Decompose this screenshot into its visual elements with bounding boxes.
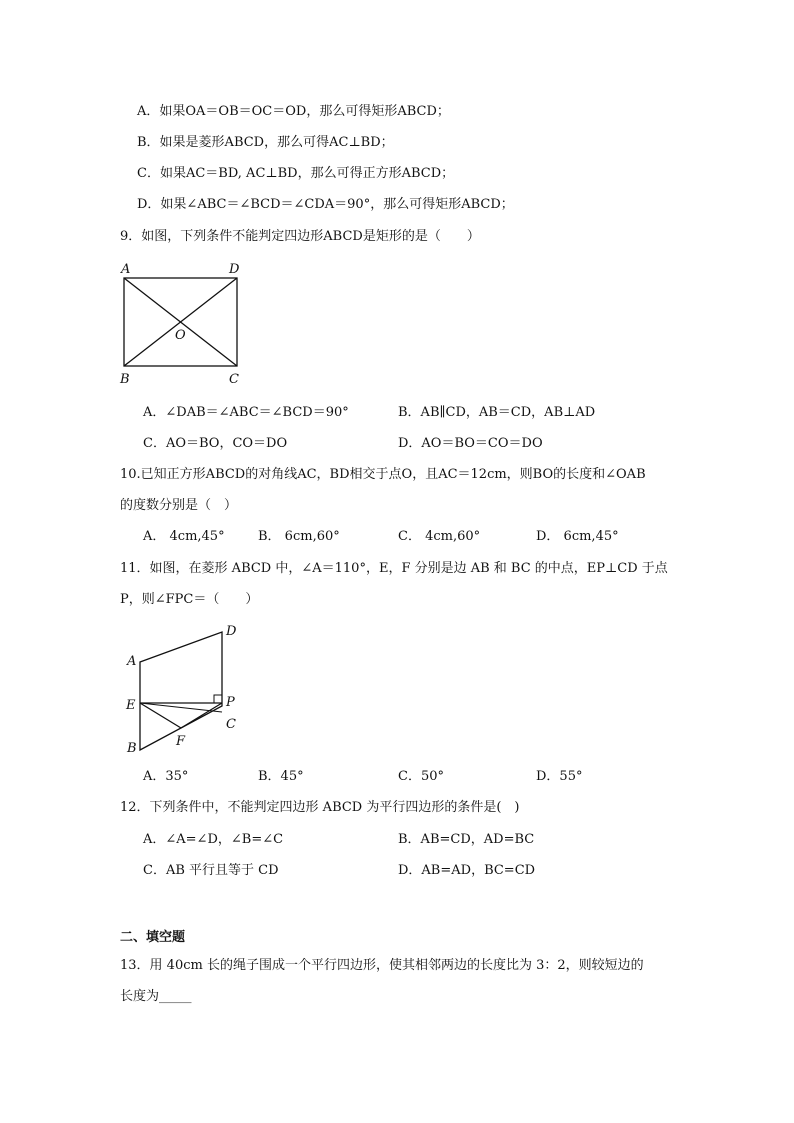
q11-label-c: C	[226, 717, 236, 732]
q9-label-b: B	[120, 372, 130, 387]
q12-option-b: B．AB=CD，AD=BC	[398, 832, 535, 847]
q9-option-a: A．∠DAB＝∠ABC＝∠BCD＝90°	[143, 405, 349, 420]
q11-option-c: C．50°	[398, 769, 444, 784]
q11-label-e: E	[126, 698, 136, 713]
q10-stem-line2: 的度数分别是（ ）	[120, 498, 238, 513]
q12-option-a: A．∠A=∠D，∠B=∠C	[143, 832, 284, 847]
q12-option-c: C．AB 平行且等于 CD	[143, 863, 279, 878]
q8-option-a: A．如果OA＝OB＝OC＝OD，那么可得矩形ABCD；	[137, 104, 450, 119]
q10-option-b: B． 6cm,60°	[258, 529, 340, 544]
q8-option-c: C．如果AC＝BD, AC⊥BD，那么可得正方形ABCD；	[137, 166, 455, 181]
q11-label-a: A	[127, 654, 137, 669]
q10-option-d: D． 6cm,45°	[536, 529, 619, 544]
q9-rectangle-figure	[110, 258, 260, 393]
q13-stem-line1: 13．用 40cm 长的绳子围成一个平行四边形，使其相邻两边的长度比为 3：2，则较短边的	[120, 958, 644, 973]
q10-stem-line1: 10.已知正方形ABCD的对角线AC，BD相交于点O，且AC＝12cm，则BO的长度和∠OAB	[120, 467, 646, 482]
q11-label-b: B	[127, 741, 137, 756]
q11-label-f: F	[176, 734, 186, 749]
q11-label-d: D	[226, 624, 237, 639]
section-title: 二、填空题	[120, 930, 186, 945]
q9-stem: 9．如图，下列条件不能判定四边形ABCD是矩形的是（ ）	[120, 229, 480, 244]
q11-option-d: D．55°	[536, 769, 583, 784]
q9-option-d: D．AO＝BO＝CO＝DO	[398, 436, 543, 451]
q9-label-o: O	[175, 328, 186, 343]
q12-option-d: D．AB=AD，BC=CD	[398, 863, 536, 878]
q11-label-p: P	[226, 695, 235, 710]
q9-label-a: A	[121, 262, 131, 277]
q9-label-d: D	[229, 262, 240, 277]
q12-stem: 12．下列条件中，不能判定四边形 ABCD 为平行四边形的条件是( )	[120, 800, 520, 815]
q8-option-b: B．如果是菱形ABCD，那么可得AC⊥BD；	[137, 135, 394, 150]
q11-stem-line2: P，则∠FPC＝（ ）	[120, 592, 259, 607]
q9-option-c: C．AO＝BO，CO＝DO	[143, 436, 288, 451]
q10-option-c: C． 4cm,60°	[398, 529, 481, 544]
q9-option-b: B．AB∥CD，AB＝CD，AB⊥AD	[398, 405, 596, 420]
q8-option-d: D．如果∠ABC＝∠BCD＝∠CDA＝90°，那么可得矩形ABCD；	[137, 197, 514, 212]
q9-label-c: C	[229, 372, 239, 387]
q10-option-a: A． 4cm,45°	[143, 529, 225, 544]
q11-rhombus-figure	[120, 620, 260, 760]
q13-stem-line2: 长度为_____	[120, 989, 192, 1004]
q11-option-b: B．45°	[258, 769, 304, 784]
q11-stem-line1: 11．如图，在菱形 ABCD 中，∠A＝110°，E，F 分别是边 AB 和 BC 的中点，EP⊥CD 于点	[120, 561, 668, 576]
q11-option-a: A．35°	[143, 769, 189, 784]
